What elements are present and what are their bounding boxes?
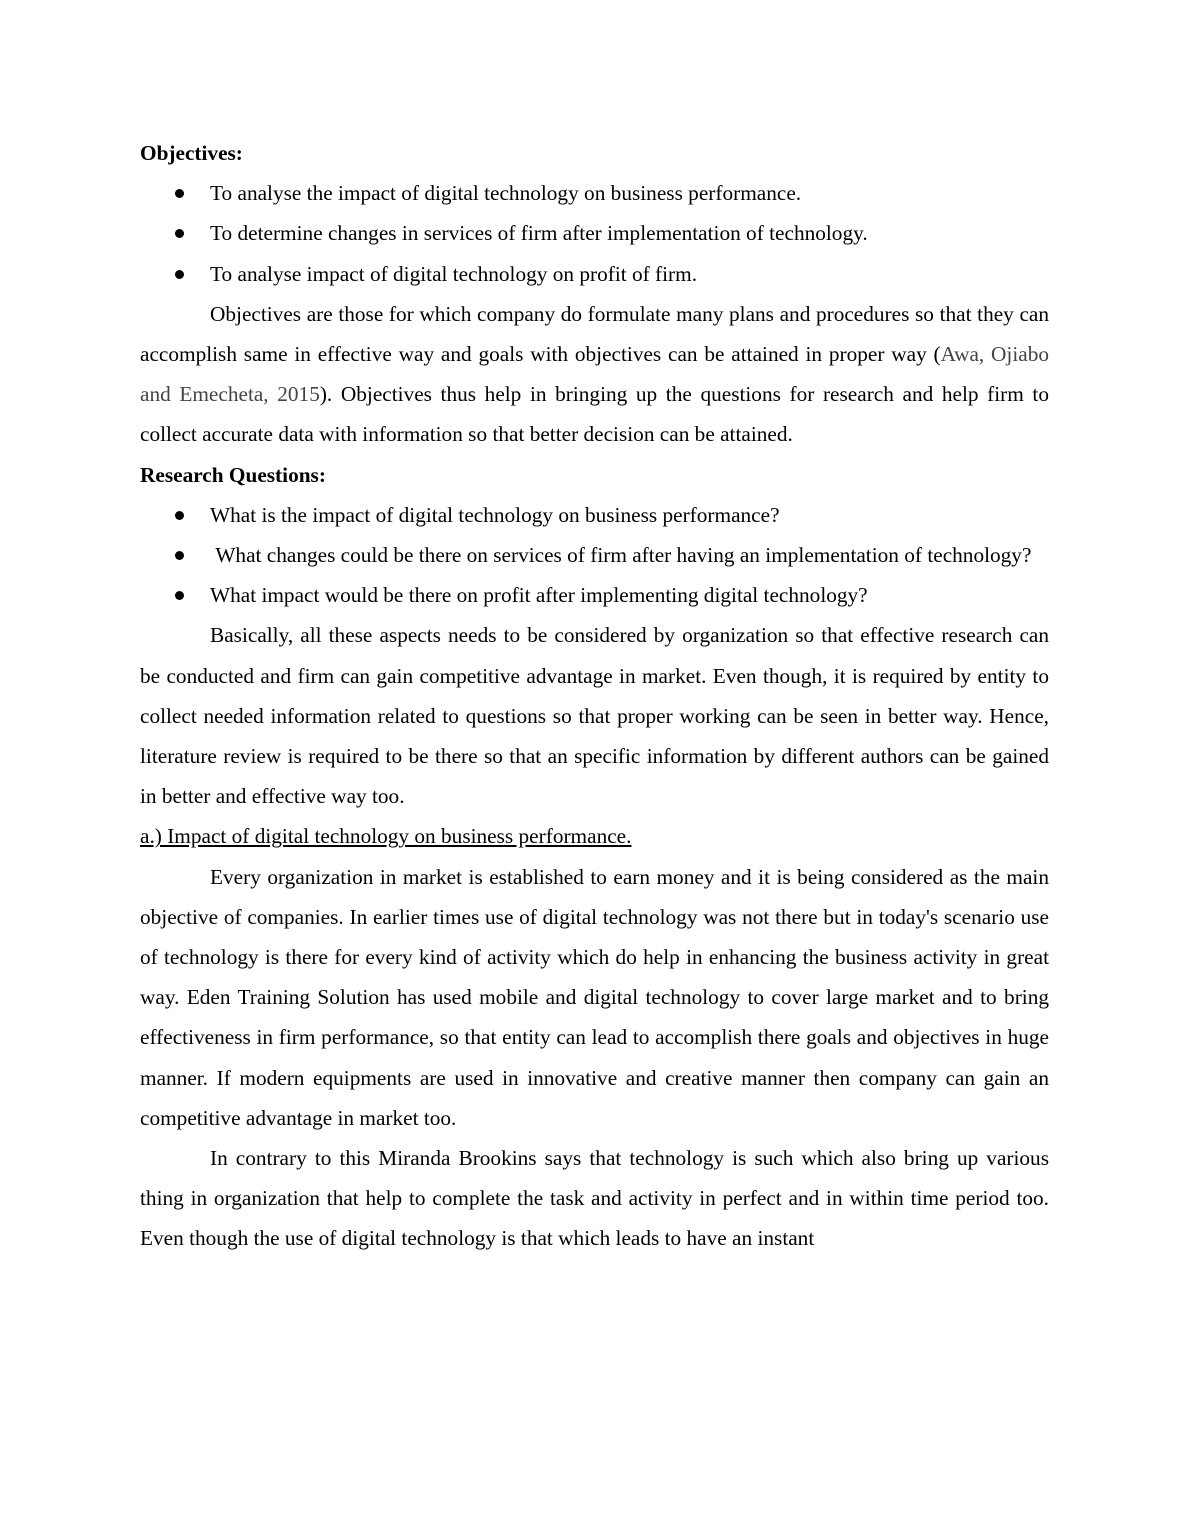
list-item: [140, 535, 1049, 575]
section-a-paragraph-2: In contrary to this Miranda Brookins says that technology is such which also bring up various thing in organization that help to complete the task and activity in perfect and in within time period too. Even though the use of digital technology is that which leads to have an instant: [140, 1146, 1049, 1251]
list-item-text: To analyse impact of digital technology on profit of firm.: [210, 261, 698, 286]
document-page: [140, 133, 1049, 1259]
list-item-text: What changes could be there on services of firm after having an implementation of technology?: [210, 543, 1032, 568]
bullet-icon: [175, 189, 184, 198]
list-item: [140, 575, 1049, 615]
paragraph-text: ). Objectives thus help in bringing up the questions for research and help firm to collect accurate data with information so that better decision can be attained.: [140, 382, 1049, 447]
bullet-icon: [175, 270, 184, 279]
list-item-text: What is the impact of digital technology on business performance?: [210, 502, 780, 527]
bullet-icon: [175, 511, 184, 520]
objectives-list: [140, 173, 1049, 294]
research-questions-heading: Research Questions:: [140, 462, 326, 487]
citation: Awa, Ojiabo and Emecheta, 2015: [140, 342, 1049, 407]
list-item-text: To determine changes in services of firm after implementation of technology.: [210, 221, 868, 246]
bullet-icon: [175, 551, 184, 560]
list-item: [140, 173, 1049, 213]
bullet-icon: [175, 591, 184, 600]
section-a-heading: a.) Impact of digital technology on business performance.: [140, 824, 632, 849]
list-item: [140, 495, 1049, 535]
list-item-text: What impact would be there on profit after implementing digital technology?: [210, 583, 868, 608]
paragraph-text: Objectives are those for which company do formulate many plans and procedures so that they can accomplish same in effective way and goals with objectives can be attained in proper way (: [140, 301, 1049, 367]
objectives-paragraph: [140, 294, 1049, 455]
research-questions-paragraph: Basically, all these aspects needs to be considered by organization so that effective research can be conducted and firm can gain competitive advantage in market. Even though, it is required by entity to collect needed information related to questions so that proper working can be seen in better way. Hence, literature review is required to be there so that an specific information by different authors can be gained in better and effective way too.: [140, 623, 1049, 809]
list-item: [140, 254, 1049, 294]
bullet-icon: [175, 229, 184, 238]
list-item: [140, 213, 1049, 253]
section-a-paragraph-1: Every organization in market is established to earn money and it is being considered as the main objective of companies. In earlier times use of digital technology was not there but in today's scenario use of technology is there for every kind of activity which do help in enhancing the business activity in great way. Eden Training Solution has used mobile and digital technology to cover large market and to bring effectiveness in firm performance, so that entity can lead to accomplish there goals and objectives in huge manner. If modern equipments are used in innovative and creative manner then company can gain an competitive advantage in market too.: [140, 864, 1049, 1130]
objectives-heading: Objectives:: [140, 141, 243, 165]
research-questions-list: [140, 495, 1049, 616]
list-item-text: To analyse the impact of digital technology on business performance.: [210, 181, 802, 206]
